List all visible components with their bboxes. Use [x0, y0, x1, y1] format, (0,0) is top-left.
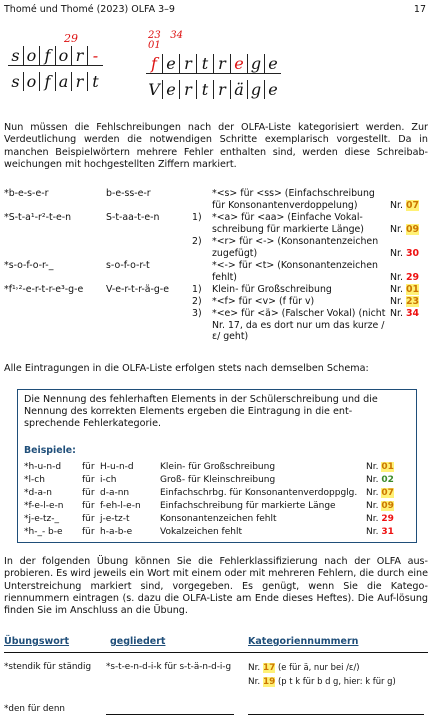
error-description: *<f> für <v> (f für v): [212, 296, 315, 307]
letter-cell: -: [92, 46, 99, 65]
error-number-left: 29: [64, 32, 78, 45]
nr-label: Nr.: [390, 200, 403, 211]
category-number: [390, 248, 419, 260]
exercise-table-header: [4, 636, 428, 650]
category-desc: Vokalzeichen fehlt: [160, 527, 242, 537]
fuer-label: für: [82, 475, 95, 485]
letter-cell: g: [248, 80, 265, 99]
examples-list: [4, 188, 428, 348]
letter-cell: t: [92, 72, 99, 91]
letter-cell: r: [214, 80, 231, 99]
nr-label: Nr.: [248, 663, 261, 673]
error-description: *<r> für <-> (Konsonantenzeichen zugefügt): [212, 236, 379, 259]
nr-label: Nr.: [390, 272, 403, 283]
example-row: [4, 260, 428, 284]
category-number: [390, 308, 419, 320]
schema-box: [17, 389, 417, 543]
category-number: [366, 488, 394, 498]
nr-label: Nr.: [366, 527, 379, 537]
table-divider: [4, 652, 428, 653]
correct-word: H-u-n-d: [100, 462, 134, 472]
letter-cell: ä: [231, 80, 248, 99]
letter-cell: t: [197, 80, 214, 99]
nr-value: 01: [381, 462, 394, 472]
nr-value: 07: [405, 200, 420, 211]
letter-cell: V: [146, 80, 163, 99]
example-row: [24, 527, 414, 539]
letter-cell: o: [56, 46, 72, 65]
correct-word: j-e-tz-t: [100, 514, 130, 524]
correct-spelling: V-e-r-t-r-ä-g-e: [106, 284, 169, 295]
nr-label: Nr.: [366, 462, 379, 472]
fuer-label: für: [82, 514, 95, 524]
letter-cell: a: [56, 72, 72, 91]
nr-label: Nr.: [390, 224, 403, 235]
letter-cell: o: [24, 72, 40, 91]
right-letters-row: [146, 80, 281, 99]
wrong-word: *f-e-l-e-n: [24, 501, 64, 511]
nr-value: 19: [262, 677, 276, 687]
wrong-word: *j-e-tz-_: [24, 514, 60, 524]
letter-cell: r: [180, 54, 197, 73]
letter-cell: r: [72, 46, 88, 65]
category-number: [390, 284, 419, 296]
nr-explanation: (p t k für b d g, hier: k für g): [278, 676, 396, 686]
letter-cell: t: [197, 54, 214, 73]
nr-label: Nr.: [366, 514, 379, 524]
error-description: *<s> für <ss> (Einfachschreibung für Konsonantenverdoppelung): [212, 188, 375, 211]
fuer-label: für: [82, 501, 95, 511]
schema-sentence: Alle Eintragungen in die OLFA-Liste erfolgen stets nach demselben Schema:: [4, 363, 369, 374]
letter-cell: r: [72, 72, 88, 91]
nr-value: 01: [405, 284, 420, 295]
item-number: 1): [192, 212, 202, 223]
page-number: 17: [413, 4, 426, 15]
example-row: [24, 488, 414, 500]
example-row: [24, 462, 414, 474]
wrong-spelling: *f¹˒²-e-r-t-r-e³-g-e: [4, 284, 84, 295]
exercise-word: *den für denn: [4, 704, 65, 714]
letter-cell: f: [146, 54, 163, 73]
category-answer: [248, 662, 360, 673]
nr-value: 17: [262, 663, 276, 673]
wrong-letters-row: [8, 46, 103, 66]
category-desc: Einfachschrbg. für Konsonantenverdoppglg.: [160, 488, 358, 498]
wrong-word: *l-ch: [24, 475, 45, 485]
nr-label: Nr.: [366, 475, 379, 485]
letter-cell: e: [268, 54, 278, 73]
nr-value: 29: [405, 272, 420, 283]
letter-cell: s: [8, 46, 24, 65]
example-row: [24, 475, 414, 487]
item-number: 2): [192, 296, 202, 307]
wrong-spelling: *s-o-f-o-r-_: [4, 260, 54, 271]
item-number: 3): [192, 308, 202, 319]
category-desc: Konsonantenzeichen fehlt: [160, 514, 277, 524]
example-row: [24, 501, 414, 513]
example-row: [4, 212, 428, 260]
correct-spelling: s-o-f-o-r-t: [106, 260, 150, 271]
wrong-letters-row: [146, 54, 281, 74]
example-row: [4, 284, 428, 348]
item-number: 1): [192, 284, 202, 295]
error-description: Klein- für Großschreibung: [212, 284, 332, 295]
nr-value: 34: [405, 308, 420, 319]
nr-label: Nr.: [390, 248, 403, 259]
exercise-row: [4, 704, 428, 718]
nr-label: Nr.: [366, 488, 379, 498]
nr-value: 09: [381, 501, 394, 511]
correct-word: i-ch: [100, 475, 117, 485]
nr-label: Nr.: [248, 677, 261, 687]
category-number: [366, 514, 394, 524]
letter-cell: e: [163, 54, 180, 73]
category-number: [366, 475, 394, 485]
nr-label: Nr.: [390, 308, 403, 319]
nr-value: 31: [381, 527, 394, 537]
answer-line-gegliedert[interactable]: [106, 714, 234, 715]
error-number-bottom: 01: [148, 40, 161, 51]
right-letters-row: [8, 72, 103, 91]
box-intro-text: Die Nennung des fehlerhaften Elements in der Schülerschreibung und die Nennung des korrekten Elements ergeben die Eintragung in die ent-sprechende Fehlerkategorie.: [24, 394, 378, 429]
error-numbers-top: 23 34: [148, 30, 183, 41]
category-desc: Einfachschreibung für markierte Länge: [160, 501, 336, 511]
exercise-segmented: *s-t-e-n-d-i-k für s-t-ä-n-d-i-g: [106, 662, 232, 672]
running-header: Thomé und Thomé (2023) OLFA 3–9: [4, 4, 175, 15]
letter-cell: r: [214, 54, 231, 73]
nr-label: Nr.: [390, 296, 403, 307]
wrong-spelling: *b-e-s-e-r: [4, 188, 49, 199]
nr-value: 30: [405, 248, 420, 259]
wrong-word: *h-u-n-d: [24, 462, 62, 472]
letter-cell: g: [248, 54, 265, 73]
nr-value: 02: [381, 475, 394, 485]
category-answer: [248, 676, 396, 687]
error-description: *<a> für <aa> (Einfache Vokal-schreibung für markierte Länge): [212, 212, 364, 235]
col-header-kategoriennummern: Kategoriennummern: [248, 636, 359, 647]
nr-value: 09: [405, 224, 420, 235]
error-description: *<-> für <t> (Konsonantenzeichen fehlt): [212, 260, 378, 283]
category-number: [390, 296, 419, 308]
col-header-uebungswort: Übungswort: [4, 636, 70, 647]
beispiele-heading: Beispiele:: [24, 445, 76, 456]
error-description: *<e> für <ä> (Falscher Vokal) (nicht Nr. 17, da es dort nur um das kurze /ɛ/ geht): [212, 308, 386, 343]
fuer-label: für: [82, 462, 95, 472]
letter-cell: s: [8, 72, 24, 91]
handwriting-example-sofort: [8, 32, 104, 116]
category-number: [390, 224, 419, 236]
category-number: [390, 200, 419, 212]
correct-word: f-eh-l-e-n: [100, 501, 141, 511]
letter-cell: e: [268, 80, 278, 99]
nr-value: 07: [381, 488, 394, 498]
wrong-word: *d-a-n: [24, 488, 52, 498]
correct-word: d-a-nn: [100, 488, 130, 498]
nr-label: Nr.: [366, 501, 379, 511]
exercise-word: *stendik für ständig: [4, 662, 92, 672]
intro-paragraph: Nun müssen die Fehlschreibungen nach der OLFA-Liste kategorisiert werden. Zur Verdeutlichung werden die notwendigen Schritte exemplarisch vorgestellt. Da in manchen Beispielwörtern mehrere Fehler enthalten sind, werden diese Schreibab-weichungen mit hochgestellten Ziffern markiert.: [4, 122, 428, 170]
wrong-spelling: *S-t-a¹-r²-t-e-n: [4, 212, 72, 223]
nr-label: Nr.: [390, 284, 403, 295]
wrong-word: *h-_- b-e: [24, 527, 63, 537]
correct-word: h-a-b-e: [100, 527, 133, 537]
category-number: [366, 527, 394, 537]
category-desc: Groß- für Kleinschreibung: [160, 475, 276, 485]
nr-value: 29: [381, 514, 394, 524]
category-number: [366, 501, 394, 511]
handwriting-example-vertraege: [146, 30, 286, 118]
letter-cell: e: [231, 54, 248, 73]
category-number: [366, 462, 394, 472]
fuer-label: für: [82, 488, 95, 498]
letter-cell: e: [163, 80, 180, 99]
correct-spelling: S-t-aa-t-e-n: [106, 212, 160, 223]
col-header-gegliedert: gegliedert: [110, 636, 166, 647]
exercise-row: [4, 662, 428, 698]
letter-cell: f: [40, 72, 56, 91]
letter-cell: f: [40, 46, 56, 65]
letter-cell: o: [24, 46, 40, 65]
answer-line-kategorie[interactable]: [248, 714, 424, 715]
nr-value: 23: [405, 296, 420, 307]
nr-explanation: (e für ä, nur bei /ɛ/): [278, 662, 360, 672]
exercise-paragraph: In der folgenden Übung können Sie die Fehlerklassifizierung nach der OLFA aus-probieren. Es wird jeweils ein Wort mit einem oder mit mehreren Fehlern, die durch eine Unterstreichung markiert sind, vorgegeben. Es genügt, wenn Sie die Katego-riennummern eintragen (s. dazu die OLFA-Liste am Ende dieses Heftes). Die Auf-lösung finden Sie im Anschluss an die Übung.: [4, 556, 428, 617]
category-number: [390, 272, 419, 284]
example-row: [24, 514, 414, 526]
item-number: 2): [192, 236, 202, 247]
correct-spelling: b-e-ss-e-r: [106, 188, 151, 199]
letter-cell: r: [180, 80, 197, 99]
example-row: [4, 188, 428, 212]
category-desc: Klein- für Großschreibung: [160, 462, 276, 472]
fuer-label: für: [82, 527, 95, 537]
